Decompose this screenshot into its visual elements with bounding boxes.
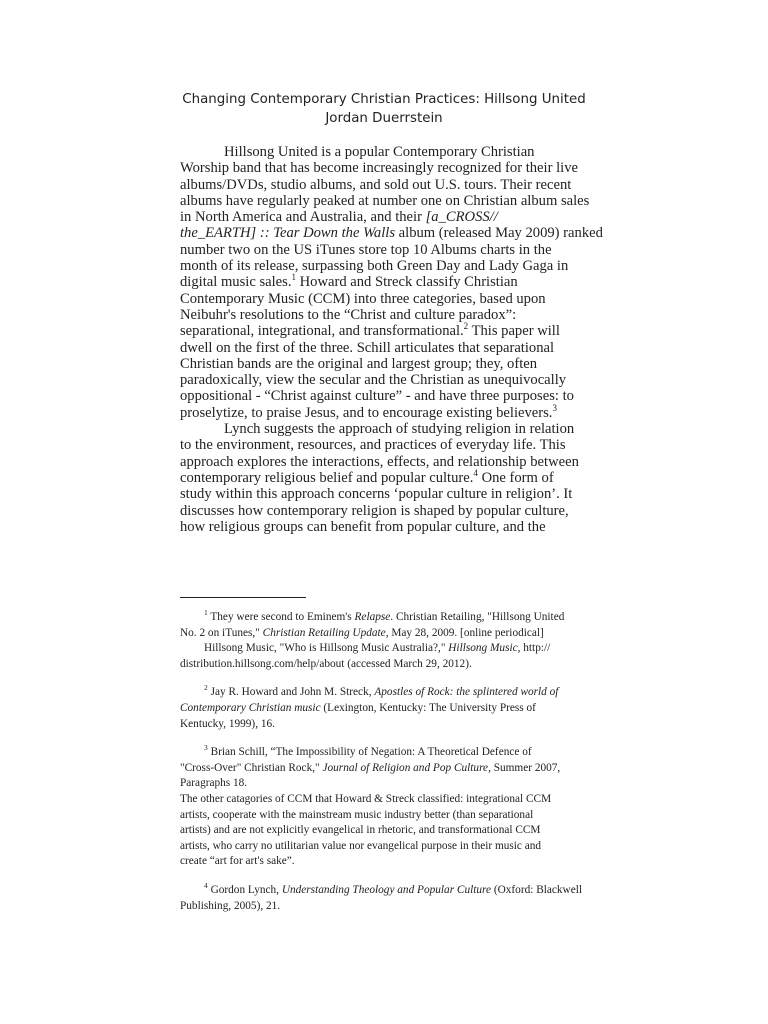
footnote-3: $^3$ Brian Schill, “The Impossibility of Negation: A Theoretical Defence of "Cross-Over" Christian Rock," Journal of Religion and Pop Culture, Summer 2007, Paragraphs 18. The other catagories of CCM that Howard & Streck classified: integrational CCM artists, cooperate with the mainstream music industry better (than separational artists) and are not explicitly evangelical in rhetoric, and transformational CCM artists, who carry no utilitarian value nor evangelical purpose in their music and create “art for art's sake”. [180, 743, 561, 868]
footnote-4: $^4$ Gordon Lynch, Understanding Theology and Popular Culture (Oxford: Blackwell Publishing, 2005), 21. [180, 881, 582, 912]
text-line: Hillsong United is a popular Contemporary Christian [224, 144, 535, 160]
text-line: study within this approach concerns ‘popular culture in religion’. It [180, 486, 573, 503]
footnote-ref-2[interactable]: 2 [463, 321, 469, 332]
text-line: paradoxically, view the secular and the Christian as unequivocally [180, 372, 567, 389]
text-line: proselytize, to praise Jesus, and to encourage existing believers.$^3$ [180, 402, 557, 421]
footnote-2: $^2$ Jay R. Howard and John M. Streck, Apostles of Rock: the splintered world of Contemporary Christian music (Lexington, Kentucky: The University Press of Kentucky, 1999), 16. [180, 683, 559, 730]
text-line: digital music sales.$^1$ Howard and Streck classify Christian [180, 272, 518, 291]
text-line: discusses how contemporary religion is shaped by popular culture, [180, 502, 569, 519]
text-line: Contemporary Music (CCM) into three categories, based upon [180, 290, 546, 307]
footnote-mark: 2 [204, 683, 208, 693]
footnote-mark: 1 [204, 608, 208, 618]
text-line: how religious groups can benefit from popular culture, and the [180, 518, 546, 535]
album-title-part: [a_CROSS// [425, 209, 498, 226]
footnote-ref-3[interactable]: 3 [552, 402, 557, 413]
footnote-mark: 3 [204, 743, 208, 753]
text-line: Lynch suggests the approach of studying religion in relation [224, 421, 575, 438]
text-line: Christian bands are the original and largest group; they, often [180, 355, 538, 372]
text-line: oppositional - “Christ against culture” - and have three purposes: to [180, 388, 574, 405]
paper-title-block [0, 90, 768, 128]
paragraph-2 [180, 421, 630, 535]
paper-title: Changing Contemporary Christian Practices: Hillsong United [182, 92, 586, 107]
text-line: month of its release, surpassing both Green Day and Lady Gaga in [180, 258, 569, 275]
text-line: number two on the US iTunes store top 10 Albums charts in the [180, 241, 552, 258]
text-line: albums have regularly peaked at number one on Christian album sales [180, 192, 590, 209]
paragraph-1 [180, 144, 630, 421]
footnote-ref-4[interactable]: 4 [473, 468, 478, 479]
text-line: in North America and Australia, and their [a_CROSS// [180, 209, 498, 226]
footnote-1: $^1$ They were second to Eminem's Relapse. Christian Retailing, "Hillsong United No. 2 on iTunes," Christian Retailing Update, May 28, 2009. [online periodical] Hillsong Music, "Who is Hillsong Music Australia?," Hillsong Music, http:// distribution.hillsong.com/help/about (accessed March 29, 2012). [180, 610, 580, 672]
footnote-ref-1[interactable]: 1 [291, 272, 296, 283]
text-line: approach explores the interactions, effects, and relationship between [180, 453, 579, 470]
text-line: Neibuhr's resolutions to the “Christ and culture paradox”: [180, 306, 517, 323]
footnote-mark: 4 [204, 881, 208, 891]
text-line: separational, integrational, and transformational.$^2$ This paper will [180, 321, 560, 340]
text-line: dwell on the first of the three. Schill articulates that separational [180, 339, 555, 356]
body-text [180, 144, 630, 535]
text-line: contemporary religious belief and popular culture.$^4$ One form of [180, 468, 554, 486]
footnotes [180, 610, 580, 914]
text-line: Worship band that has become increasingly recognized for their live [180, 160, 578, 177]
text-line: to the environment, resources, and practices of everyday life. This [180, 437, 566, 454]
text-line: albums/DVDs, studio albums, and sold out U.S. tours. Their recent [180, 176, 572, 193]
footnote-link: distribution.hillsong.com/help/about (accessed March 29, 2012). [180, 657, 472, 670]
author-name: Jordan Duerrstein [325, 111, 443, 126]
text-line: the_EARTH] :: Tear Down the Walls album (released May 2009) ranked [180, 225, 603, 242]
footnote-separator [180, 597, 306, 598]
album-title-part: the_EARTH] :: Tear Down the Walls [180, 225, 395, 242]
